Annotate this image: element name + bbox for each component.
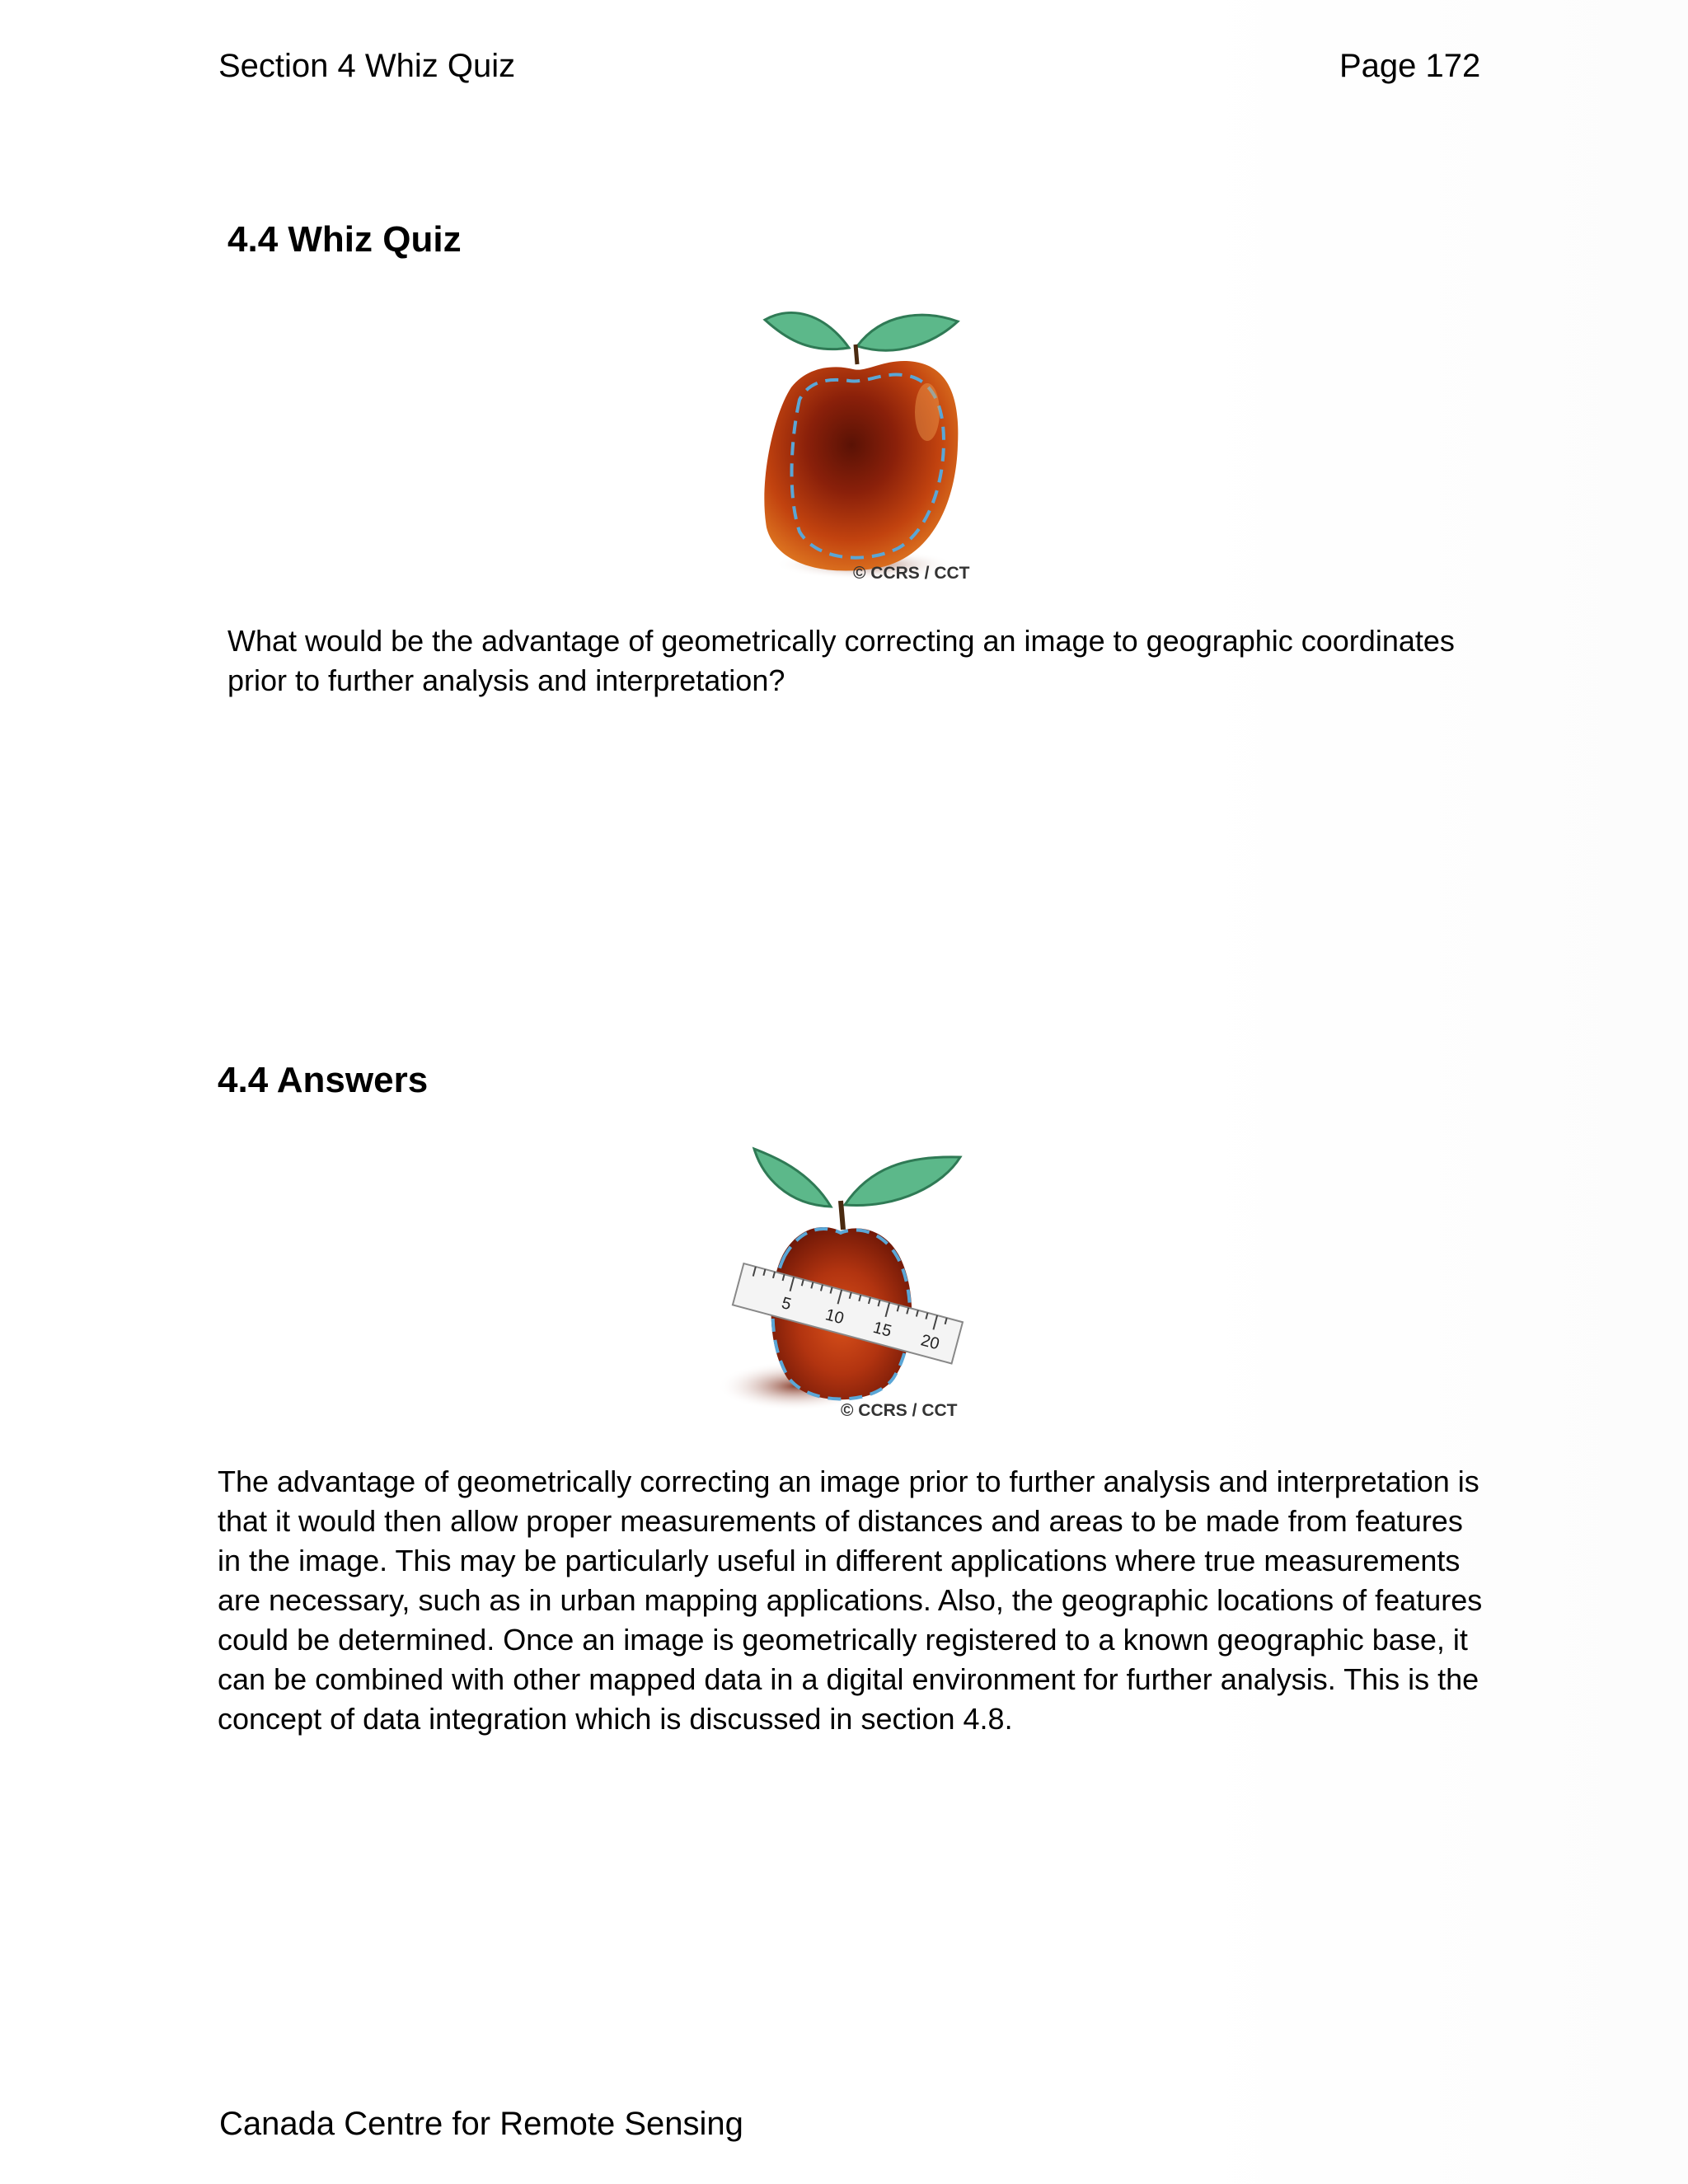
quiz-heading: 4.4 Whiz Quiz: [227, 219, 462, 260]
answers-heading: 4.4 Answers: [218, 1060, 429, 1100]
distorted-apple-figure: [742, 297, 989, 589]
figure-credit: © CCRS / CCT: [853, 564, 970, 583]
running-header-section: Section 4 Whiz Quiz: [218, 48, 516, 84]
corrected-apple-figure: [709, 1139, 981, 1423]
ruler-mark-label: 20: [918, 1331, 941, 1354]
ruler-mark-label: 10: [823, 1305, 846, 1329]
running-header-page-number: Page 172: [1339, 48, 1481, 84]
answer-text: The advantage of geometrically correcting an image prior to further analysis and interpretation is that it would then allow proper measurements of distances and areas to be made from features in the image. This may be particularly useful in different applications where true measurements are necessary, such as in urban mapping applications. Also, the geographic locations of features could be determined. Once an image is geometrically registered to a known geographic base, it can be combined with other mapped data in a digital environment for further analysis. This is the concept of data integration which is discussed in section 4.8.: [218, 1465, 1483, 1736]
ruler-mark-label: 15: [870, 1318, 894, 1341]
distorted-apple-illustration: [742, 297, 989, 589]
figure-credit: © CCRS / CCT: [841, 1401, 958, 1420]
apple-with-ruler-illustration: [709, 1139, 981, 1423]
running-footer: Canada Centre for Remote Sensing: [219, 2106, 743, 2142]
ruler-mark-label: 5: [779, 1294, 794, 1315]
quiz-question: What would be the advantage of geometrically correcting an image to geographic coordinates prior to further analysis and interpretation?: [227, 624, 1455, 697]
